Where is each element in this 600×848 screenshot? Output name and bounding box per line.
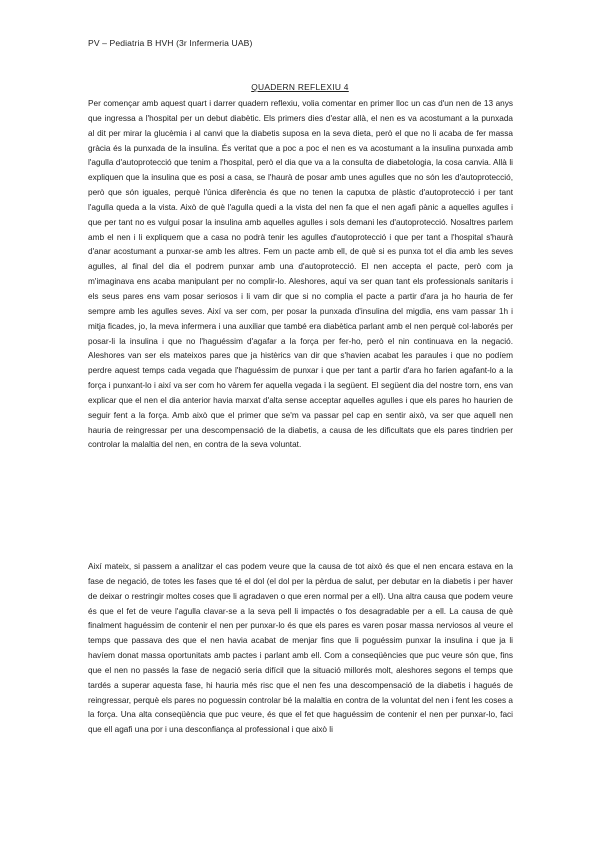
paragraph-1: Per començar amb aquest quart i darrer quadern reflexiu, volia comentar en primer lloc un cas d'un nen de 13 anys que ingressa a l'hospital per un debut diabètic. Els primers dies d'estar allà, el nen es va acostumant a la punxada al dit per mirar la glucèmia i al canvi que la diabetis suposa en la seva dieta, però el que no li acaba de fer massa gràcia és la punxada de la insulina. És veritat que a poc a poc el nen es va acostumant a la insulina punxada amb l'agulla d'autoprotecció que tenim a l'hospital, però el dia que va a la consulta de diabetologia, la cosa canvia. Allà li expliquen que la insulina que es posi a casa, se l'haurà de posar amb unes agulles que no són les d'autoprotecció, però que són iguales, perquè l'única diferència és que no tenen la caputxa de plàstic d'autoprotecció i per tant l'agulla queda a la vista. Això de què l'agulla quedi a la vista del nen fa que el nen agafi pànic a aquelles agulles i que per tant no es vulgui posar la insulina amb aquelles agulles i sols demani les d'autoprotecció. Nosaltres parlem amb el nen i li expliquem que a casa no podrà tenir les agulles d'autoprotecció i que per tant a l'hospital s'haurà d'anar acostumant a punxar-se amb les altres. Fem un pacte amb ell, de què si es punxa tot el dia amb les seves agulles, al final del dia el podrem punxar amb una d'autoprotecció. El nen accepta el pacte, però com ja m'imaginava ens acaba manipulant per no complir-lo. Aleshores, aquí va ser quan tant els professionals sanitaris i els seus pares ens vam posar seriosos i li vam dir que si no complia el pacte a partir d'ara ja ho hauria de fer sempre amb les agulles seves. Així va ser com, per posar la punxada d'insulina del migdia, ens vam passar 1h i mitja ficades, jo, la meva infermera i una auxiliar que també era diabètica parlant amb el nen perquè col·laborés per posar-li la insulina i que no l'haguéssim d'agafar a la força per fer-ho, però el nin continuava en la negació. Aleshores van ser els mateixos pares que ja histèrics van dir que s'havien acabat les paraules i que no podíem perdre aquest temps cada vegada que l'haguéssim de punxar i que per tant a partir d'ara ho farien agafant-lo a la força i punxant-lo i així va ser com ho vàrem fer aquella vegada i la següent. El següent dia del nostre torn, ens van explicar que el nen el dia anterior havia marxat d'alta sense acceptar aquelles agulles i que els pares ho haurien de seguir fent a la força. Amb això que el primer que se'm va passar pel cap en sentir això, va ser que aquell nen hauria de reingressar per una descompensació de la diabetis, a causa de les dificultats que els pares tindrien per controlar la malaltia del nen, en contra de la seva voluntat. xyxy=(88,99,513,450)
paragraph-2: Així mateix, si passem a analitzar el cas podem veure que la causa de tot això és que el nen encara estava en la fase de negació, de totes les fases que té el dol (el dol per la pèrdua de salut, per debutar en la diabetis i per haver de deixar o restringir moltes coses que li agradaven o que eren normal per a ell). Una altra causa que podem veure és que el fet de veure l'agulla clavar-se a la seva pell li impactés o fos desagradable per a ell. La causa de què finalment haguéssim de contenir el nen per punxar-lo és que els pares es varen posar massa nerviosos al veure el temps que passava des que el nen havia acabat de menjar fins que li poguéssim punxar la insulina i que ja li havíem donat massa oportunitats amb pactes i parlant amb ell. Com a conseqüències que puc veure són que, fins que el nen no passés la fase de negació seria difícil que la situació millorés molt, aleshores segons el temps que tardés a superar aquesta fase, hi hauria més risc que el nen fes una descompensació de la diabetis i hagués de reingressar, perquè els pares no poguessin controlar bé la malaltia en contra de la voluntat del nen i fent les coses a la força. Una alta conseqüència que puc veure, és que el fet que haguéssim de contenir el nen per punxar-lo, faci que ell agafi una por i una desconfiança al professional i que això li xyxy=(88,562,513,735)
page-header: PV – Pediatria B HVH (3r Infermeria UAB) xyxy=(88,38,253,48)
document-title: QUADERN REFLEXIU 4 xyxy=(251,82,349,92)
